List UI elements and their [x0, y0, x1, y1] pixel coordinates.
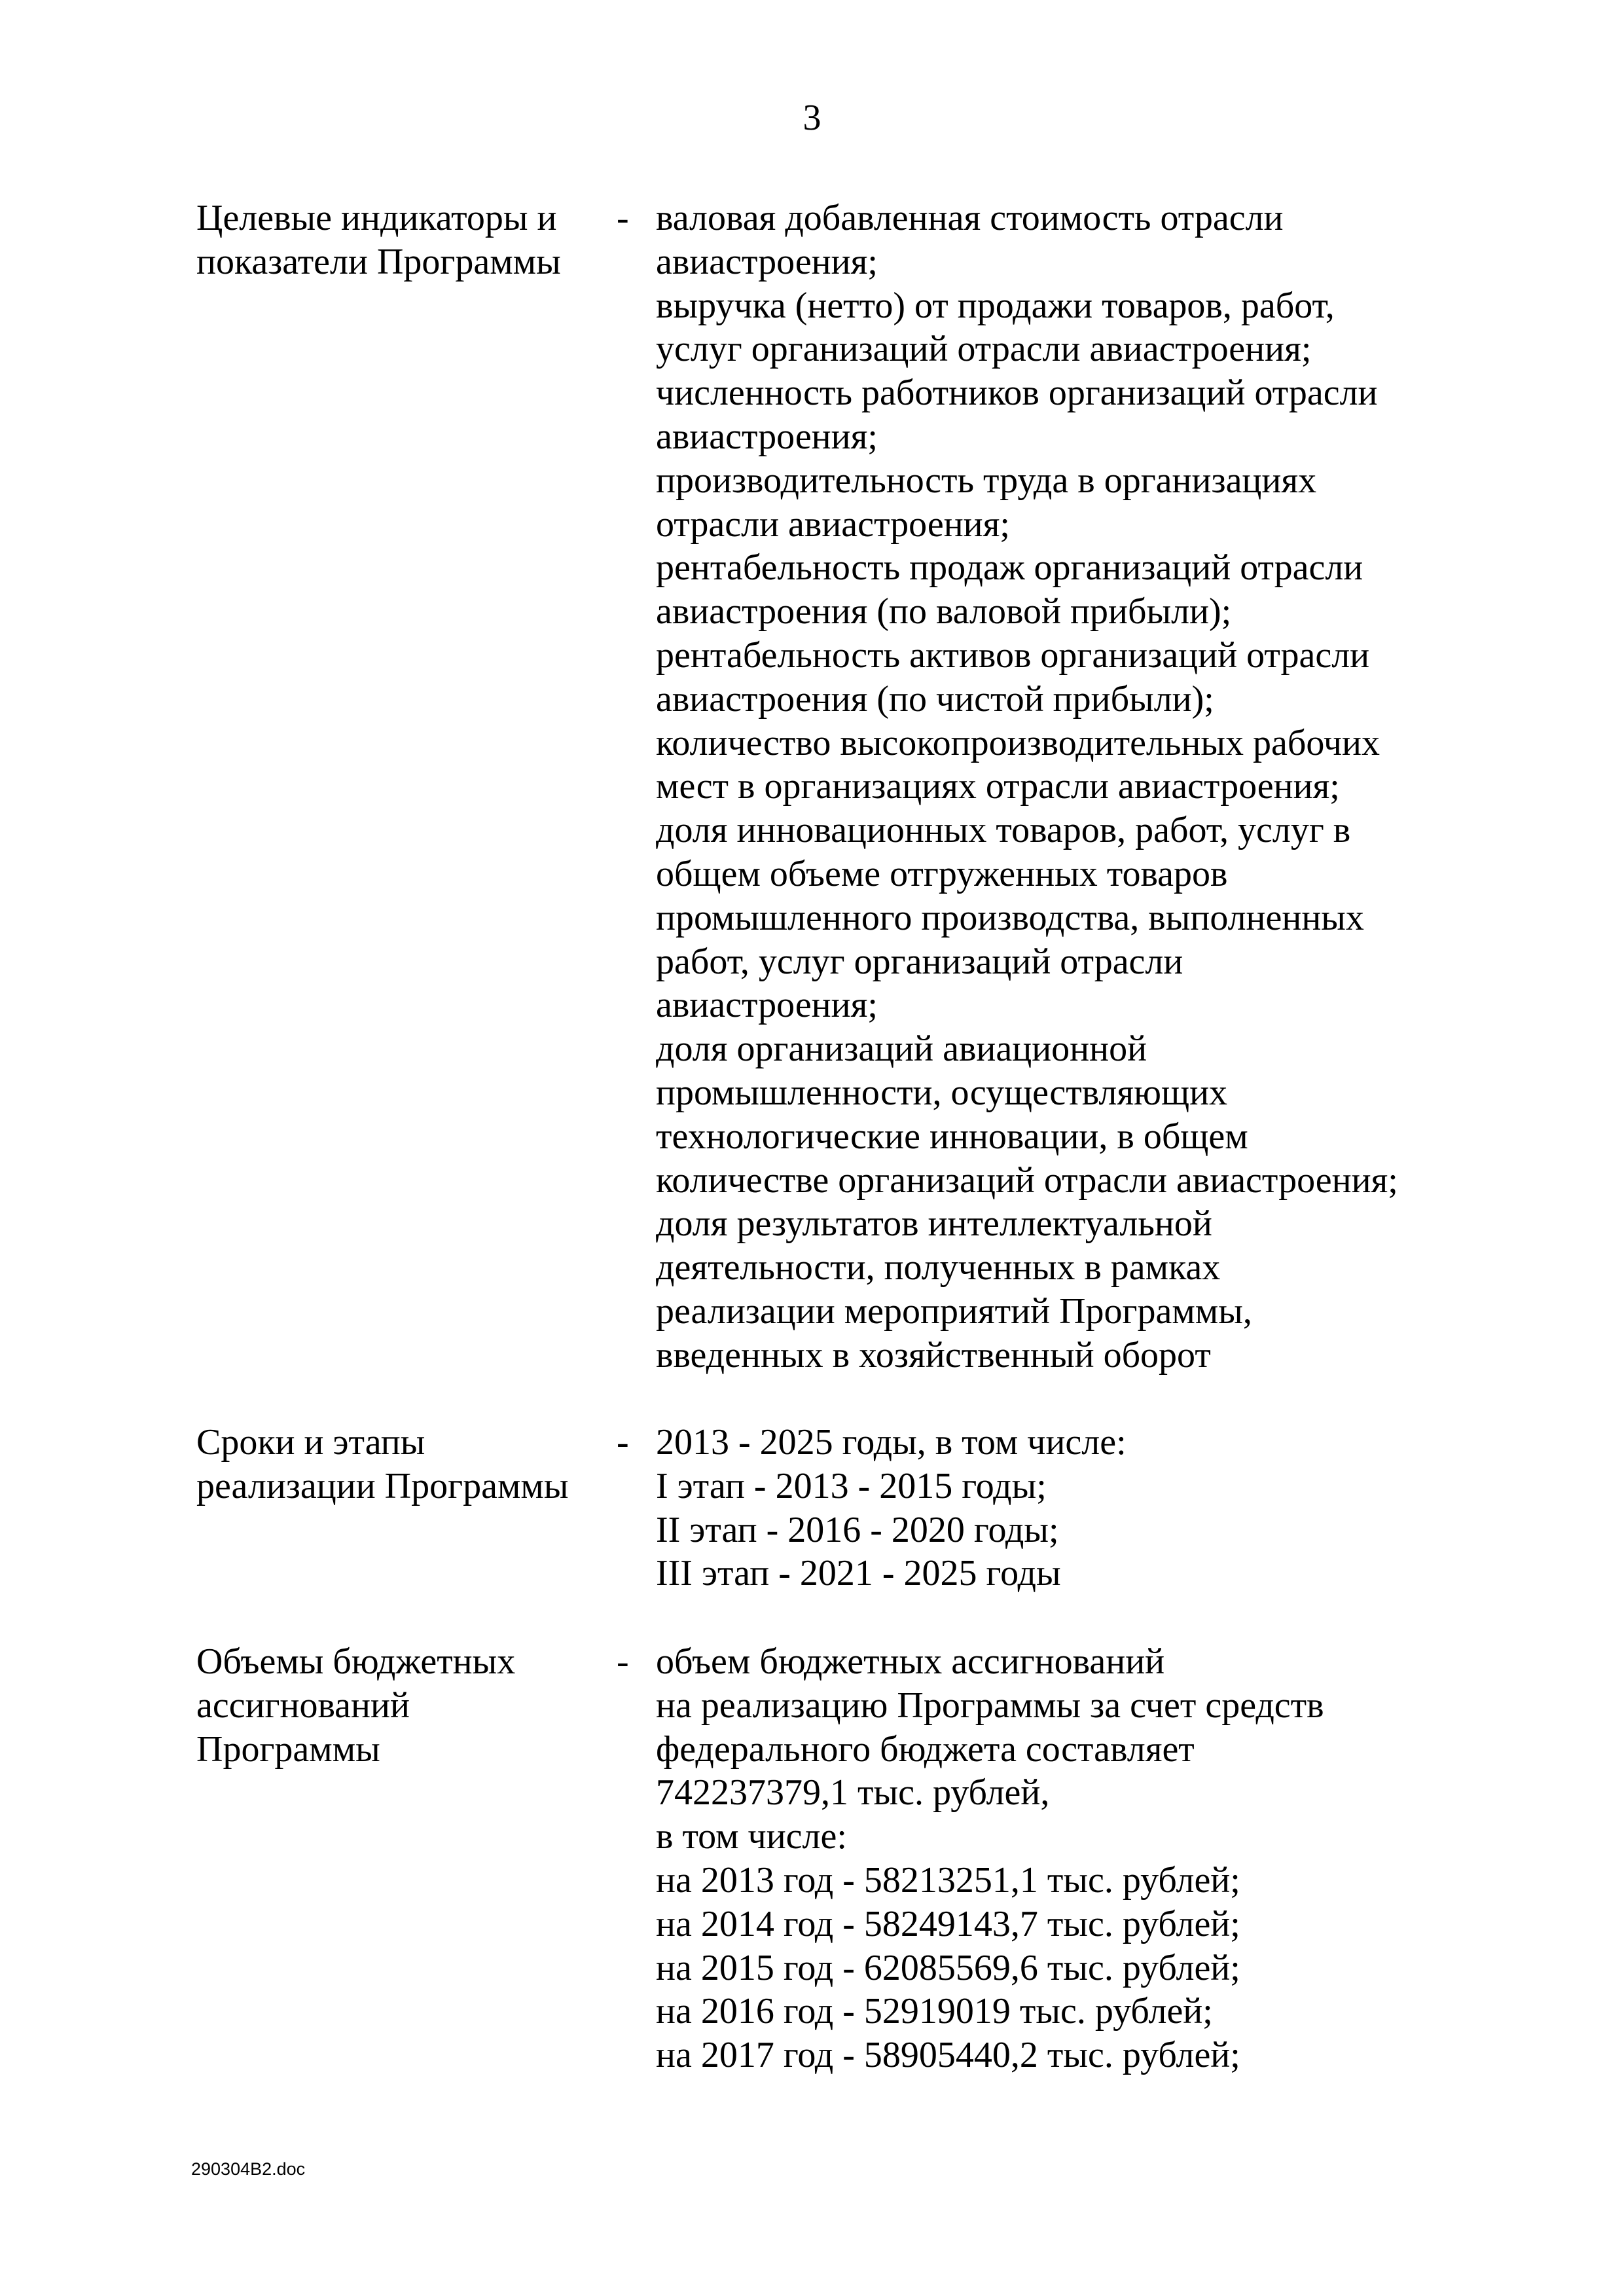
- content-line: в том числе:: [656, 1816, 847, 1857]
- separator-dash: -: [617, 1422, 629, 1463]
- content-line: I этап - 2013 - 2015 годы;: [656, 1465, 1047, 1506]
- content-line: мест в организациях отрасли авиастроения;: [656, 766, 1340, 807]
- content-line: работ, услуг организаций отрасли: [656, 941, 1183, 982]
- content-line: отрасли авиастроения;: [656, 503, 1010, 545]
- content-line: авиастроения;: [656, 416, 878, 457]
- label-line: показатели Программы: [196, 241, 561, 282]
- content-line: авиастроения;: [656, 241, 878, 282]
- label-line: Целевые индикаторы и: [196, 198, 557, 238]
- content-line: на 2014 год - 58249143,7 тыс. рублей;: [656, 1903, 1240, 1944]
- page-number: 3: [803, 98, 821, 138]
- content-line: на 2017 год - 58905440,2 тыс. рублей;: [656, 2035, 1240, 2076]
- separator-dash: -: [617, 198, 629, 238]
- content-line: рентабельность активов организаций отрасли: [656, 634, 1370, 676]
- label-line: Программы: [196, 1728, 380, 1770]
- content-line: федерального бюджета составляет: [656, 1728, 1195, 1770]
- content-line: на 2016 год - 52919019 тыс. рублей;: [656, 1991, 1213, 2032]
- content-line: на 2013 год - 58213251,1 тыс. рублей;: [656, 1859, 1240, 1901]
- content-line: доля инновационных товаров, работ, услуг в: [656, 810, 1351, 851]
- label-line: Объемы бюджетных: [196, 1641, 516, 1682]
- label-line: реализации Программы: [196, 1465, 569, 1506]
- content-line: III этап - 2021 - 2025 годы: [656, 1553, 1061, 1594]
- content-line: количество высокопроизводительных рабочих: [656, 722, 1380, 763]
- section-content: [656, 1640, 1474, 2077]
- content-line: услуг организаций отрасли авиастроения;: [656, 329, 1312, 370]
- footer-filename: 290304B2.doc: [191, 2159, 306, 2179]
- content-line: на реализацию Программы за счет средств: [656, 1685, 1324, 1726]
- content-line: авиастроения (по валовой прибыли);: [656, 591, 1232, 632]
- content-line: II этап - 2016 - 2020 годы;: [656, 1509, 1059, 1550]
- content-line: доля результатов интеллектуальной: [656, 1203, 1212, 1245]
- label-line: Сроки и этапы: [196, 1422, 425, 1463]
- content-line: авиастроения;: [656, 985, 878, 1026]
- content-line: 2013 - 2025 годы, в том числе:: [656, 1422, 1127, 1463]
- content-line: доля организаций авиационной: [656, 1029, 1147, 1070]
- section-label: [196, 1640, 615, 1771]
- content-line: производительность труда в организациях: [656, 460, 1317, 501]
- content-line: на 2015 год - 62085569,6 тыс. рублей;: [656, 1947, 1240, 1988]
- content-line: рентабельность продаж организаций отрасли: [656, 547, 1363, 589]
- content-line: 742237379,1 тыс. рублей,: [656, 1772, 1050, 1813]
- separator-dash: -: [617, 1641, 629, 1682]
- section-content: [656, 1421, 1474, 1595]
- content-line: выручка (нетто) от продажи товаров, работ,: [656, 285, 1335, 326]
- content-line: численность работников организаций отрасли: [656, 373, 1378, 414]
- content-line: валовая добавленная стоимость отрасли: [656, 198, 1284, 238]
- section-label: [196, 196, 615, 284]
- content-line: деятельности, полученных в рамках: [656, 1247, 1221, 1288]
- content-line: реализации мероприятий Программы,: [656, 1290, 1252, 1332]
- label-line: ассигнований: [196, 1685, 410, 1726]
- content-line: общем объеме отгруженных товаров: [656, 853, 1228, 894]
- content-line: авиастроения (по чистой прибыли);: [656, 678, 1214, 720]
- section-label: [196, 1421, 615, 1508]
- content-line: объем бюджетных ассигнований: [656, 1641, 1165, 1682]
- content-line: введенных в хозяйственный оборот: [656, 1334, 1211, 1376]
- content-line: промышленного производства, выполненных: [656, 897, 1364, 938]
- section-content: [656, 196, 1474, 1377]
- content-line: технологические инновации, в общем: [656, 1116, 1248, 1157]
- content-line: промышленности, осуществляющих: [656, 1072, 1228, 1113]
- content-line: количестве организаций отрасли авиастроения;: [656, 1159, 1398, 1201]
